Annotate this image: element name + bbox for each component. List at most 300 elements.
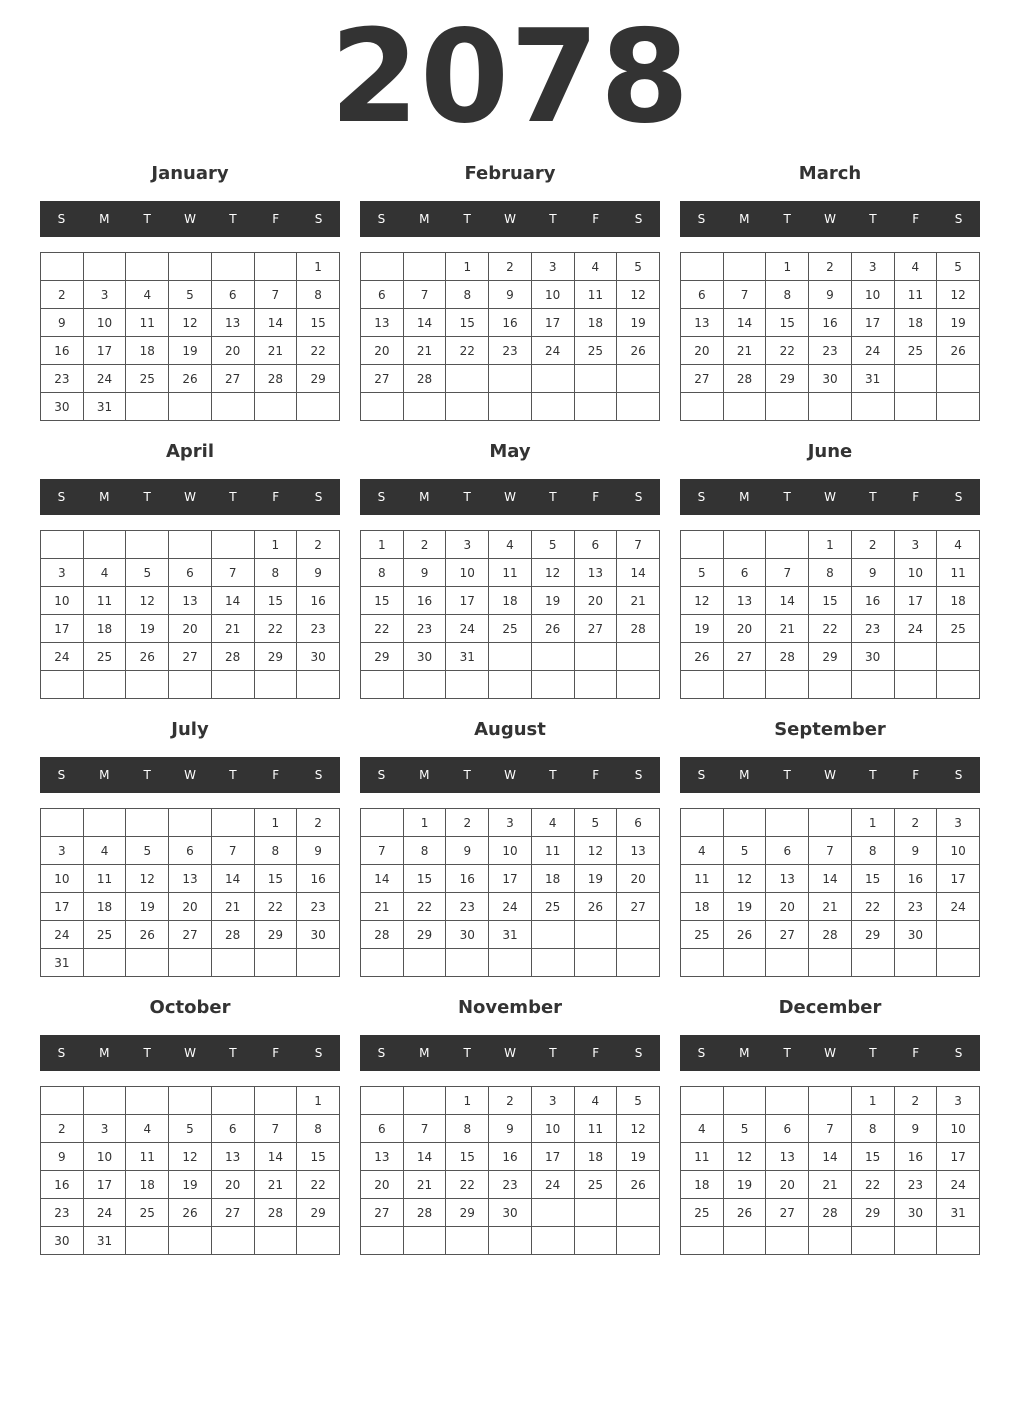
weekday-label: F xyxy=(592,212,600,226)
day-cell: 3 xyxy=(83,281,126,309)
week-row xyxy=(361,337,660,365)
day-cell xyxy=(766,1227,809,1255)
week-row xyxy=(681,337,980,365)
day-cell xyxy=(723,809,766,837)
day-cell: 26 xyxy=(617,337,660,365)
day-cell: 30 xyxy=(41,393,84,421)
week-row xyxy=(681,393,980,421)
month-name: August xyxy=(474,719,546,740)
week-row xyxy=(361,837,660,865)
day-cell xyxy=(446,671,489,699)
weekday-label: T xyxy=(463,490,471,504)
day-cell: 16 xyxy=(297,865,340,893)
day-cell: 12 xyxy=(169,309,212,337)
day-cell xyxy=(574,921,617,949)
day-cell xyxy=(211,1087,254,1115)
weekday-label: F xyxy=(592,1046,600,1060)
day-cell xyxy=(169,393,212,421)
day-cell: 31 xyxy=(41,949,84,977)
day-cell: 27 xyxy=(169,921,212,949)
day-cell: 24 xyxy=(41,643,84,671)
day-cell xyxy=(41,531,84,559)
day-cell xyxy=(723,671,766,699)
day-cell: 6 xyxy=(169,837,212,865)
day-cell xyxy=(297,393,340,421)
day-cell: 23 xyxy=(809,337,852,365)
day-cell xyxy=(211,1227,254,1255)
day-cell: 14 xyxy=(766,587,809,615)
day-cell: 10 xyxy=(851,281,894,309)
weekday-label: S xyxy=(377,768,386,782)
day-cell: 16 xyxy=(297,587,340,615)
day-cell xyxy=(169,1087,212,1115)
day-cell: 8 xyxy=(766,281,809,309)
day-cell: 9 xyxy=(894,1115,937,1143)
weekday-label: S xyxy=(57,1046,66,1060)
day-grid xyxy=(680,530,980,699)
day-cell: 10 xyxy=(531,1115,574,1143)
day-cell: 16 xyxy=(489,309,532,337)
day-cell: 16 xyxy=(403,587,446,615)
day-cell xyxy=(83,253,126,281)
day-cell xyxy=(446,1227,489,1255)
week-row xyxy=(361,809,660,837)
day-cell: 22 xyxy=(254,893,297,921)
day-cell: 27 xyxy=(211,1199,254,1227)
day-cell: 8 xyxy=(851,1115,894,1143)
day-grid xyxy=(360,808,660,977)
day-cell: 8 xyxy=(809,559,852,587)
day-cell: 7 xyxy=(254,281,297,309)
day-grid xyxy=(680,252,980,421)
month-november xyxy=(360,994,660,1254)
day-cell: 13 xyxy=(361,1143,404,1171)
weekday-label: F xyxy=(912,768,920,782)
day-cell: 6 xyxy=(574,531,617,559)
day-cell: 30 xyxy=(851,643,894,671)
day-cell xyxy=(211,949,254,977)
day-cell xyxy=(361,671,404,699)
day-cell xyxy=(211,531,254,559)
day-cell: 24 xyxy=(446,615,489,643)
day-cell xyxy=(211,393,254,421)
weekday-header xyxy=(40,1035,340,1071)
day-cell xyxy=(211,809,254,837)
weekday-label: W xyxy=(184,768,196,782)
day-cell: 29 xyxy=(361,643,404,671)
day-cell: 21 xyxy=(617,587,660,615)
weekday-label: S xyxy=(314,1046,323,1060)
day-cell: 30 xyxy=(297,921,340,949)
day-cell: 19 xyxy=(937,309,980,337)
day-cell xyxy=(169,949,212,977)
day-cell: 4 xyxy=(681,837,724,865)
day-cell: 1 xyxy=(297,253,340,281)
day-cell xyxy=(361,949,404,977)
week-row xyxy=(361,587,660,615)
day-cell: 15 xyxy=(446,1143,489,1171)
day-cell: 25 xyxy=(681,921,724,949)
week-row xyxy=(361,559,660,587)
day-cell: 15 xyxy=(851,865,894,893)
day-cell: 15 xyxy=(446,309,489,337)
weekday-label: M xyxy=(419,490,430,504)
day-cell: 12 xyxy=(723,1143,766,1171)
week-row xyxy=(361,615,660,643)
day-cell: 17 xyxy=(937,865,980,893)
weekday-label: S xyxy=(57,490,66,504)
day-cell: 20 xyxy=(211,1171,254,1199)
day-cell xyxy=(297,949,340,977)
week-row xyxy=(681,921,980,949)
week-row xyxy=(681,365,980,393)
day-cell xyxy=(851,1227,894,1255)
week-row xyxy=(361,949,660,977)
day-cell xyxy=(211,671,254,699)
week-row xyxy=(681,837,980,865)
day-cell: 11 xyxy=(574,281,617,309)
day-grid xyxy=(40,530,340,699)
weekday-label: S xyxy=(377,1046,386,1060)
day-cell: 20 xyxy=(361,337,404,365)
day-cell xyxy=(489,949,532,977)
week-row xyxy=(681,587,980,615)
day-cell xyxy=(681,393,724,421)
weekday-header xyxy=(680,1035,980,1071)
day-cell: 20 xyxy=(169,615,212,643)
day-cell: 28 xyxy=(809,1199,852,1227)
day-cell xyxy=(617,643,660,671)
day-cell: 10 xyxy=(531,281,574,309)
day-cell xyxy=(83,531,126,559)
weekday-label: T xyxy=(869,212,877,226)
day-cell: 9 xyxy=(489,1115,532,1143)
week-row xyxy=(361,281,660,309)
day-cell: 10 xyxy=(41,865,84,893)
day-cell: 21 xyxy=(809,893,852,921)
day-cell: 16 xyxy=(41,1171,84,1199)
day-cell xyxy=(937,921,980,949)
day-cell: 22 xyxy=(766,337,809,365)
day-cell: 1 xyxy=(254,531,297,559)
day-cell: 14 xyxy=(254,1143,297,1171)
day-cell: 5 xyxy=(681,559,724,587)
day-cell: 2 xyxy=(41,281,84,309)
day-cell: 19 xyxy=(169,337,212,365)
day-cell xyxy=(254,949,297,977)
week-row xyxy=(41,893,340,921)
day-cell: 14 xyxy=(211,587,254,615)
day-cell: 24 xyxy=(851,337,894,365)
month-name: April xyxy=(165,441,215,462)
weekday-label: F xyxy=(912,490,920,504)
day-cell xyxy=(83,949,126,977)
weekday-label: W xyxy=(824,768,836,782)
day-cell: 29 xyxy=(403,921,446,949)
day-cell: 29 xyxy=(809,643,852,671)
day-cell: 23 xyxy=(297,615,340,643)
day-cell: 15 xyxy=(297,1143,340,1171)
day-cell: 7 xyxy=(617,531,660,559)
week-row xyxy=(41,949,340,977)
day-cell xyxy=(937,671,980,699)
day-cell: 25 xyxy=(126,365,169,393)
day-cell: 29 xyxy=(851,921,894,949)
day-cell: 12 xyxy=(126,865,169,893)
week-row xyxy=(681,1143,980,1171)
day-cell: 13 xyxy=(766,1143,809,1171)
weekday-label: T xyxy=(783,212,791,226)
month-september xyxy=(680,716,980,976)
weekday-label: M xyxy=(739,212,750,226)
day-cell xyxy=(937,365,980,393)
day-cell: 30 xyxy=(41,1227,84,1255)
day-cell: 19 xyxy=(617,1143,660,1171)
day-cell: 1 xyxy=(254,809,297,837)
day-cell: 16 xyxy=(489,1143,532,1171)
day-cell: 25 xyxy=(574,337,617,365)
day-cell: 14 xyxy=(617,559,660,587)
weekday-label: T xyxy=(549,490,557,504)
day-cell: 21 xyxy=(723,337,766,365)
day-cell xyxy=(574,1199,617,1227)
day-cell: 28 xyxy=(809,921,852,949)
day-cell xyxy=(574,949,617,977)
day-cell: 2 xyxy=(851,531,894,559)
weekday-label: T xyxy=(143,490,151,504)
weekday-label: S xyxy=(314,212,323,226)
day-cell: 12 xyxy=(937,281,980,309)
day-cell: 11 xyxy=(937,559,980,587)
day-cell: 17 xyxy=(851,309,894,337)
day-cell: 23 xyxy=(851,615,894,643)
day-cell: 7 xyxy=(723,281,766,309)
day-cell: 2 xyxy=(41,1115,84,1143)
week-row xyxy=(41,1087,340,1115)
day-cell: 30 xyxy=(489,1199,532,1227)
day-cell: 20 xyxy=(723,615,766,643)
day-cell: 13 xyxy=(361,309,404,337)
weekday-label: M xyxy=(739,768,750,782)
day-cell: 24 xyxy=(41,921,84,949)
day-cell: 8 xyxy=(446,1115,489,1143)
week-row xyxy=(41,337,340,365)
day-cell: 5 xyxy=(617,253,660,281)
day-cell: 23 xyxy=(894,1171,937,1199)
day-cell xyxy=(681,671,724,699)
day-grid xyxy=(360,1086,660,1255)
day-cell: 18 xyxy=(574,1143,617,1171)
weekday-header xyxy=(680,757,980,793)
day-cell xyxy=(83,1087,126,1115)
month-july xyxy=(40,716,340,976)
day-cell: 24 xyxy=(937,1171,980,1199)
month-name: February xyxy=(464,163,556,184)
day-cell xyxy=(489,365,532,393)
weekday-label: S xyxy=(697,490,706,504)
day-cell: 15 xyxy=(403,865,446,893)
day-cell: 9 xyxy=(489,281,532,309)
day-cell xyxy=(489,643,532,671)
week-row xyxy=(41,1143,340,1171)
weekday-header xyxy=(680,201,980,237)
day-cell: 7 xyxy=(211,559,254,587)
day-cell: 17 xyxy=(894,587,937,615)
day-cell: 25 xyxy=(489,615,532,643)
day-cell: 31 xyxy=(489,921,532,949)
day-cell: 26 xyxy=(681,643,724,671)
weekday-label: F xyxy=(272,768,280,782)
day-cell: 6 xyxy=(766,1115,809,1143)
day-cell xyxy=(531,1199,574,1227)
weekday-label: S xyxy=(697,212,706,226)
day-cell: 1 xyxy=(851,809,894,837)
weekday-label: W xyxy=(504,212,516,226)
day-cell: 10 xyxy=(83,1143,126,1171)
day-cell: 15 xyxy=(809,587,852,615)
week-row xyxy=(361,671,660,699)
day-cell xyxy=(937,393,980,421)
week-row xyxy=(41,837,340,865)
week-row xyxy=(41,1171,340,1199)
weekday-label: T xyxy=(229,212,237,226)
day-cell: 5 xyxy=(617,1087,660,1115)
day-cell: 1 xyxy=(446,1087,489,1115)
day-cell: 5 xyxy=(723,837,766,865)
day-cell xyxy=(403,1087,446,1115)
day-cell xyxy=(681,949,724,977)
weekday-label: M xyxy=(739,490,750,504)
day-cell: 20 xyxy=(681,337,724,365)
day-cell: 25 xyxy=(83,643,126,671)
month-march xyxy=(680,160,980,420)
day-cell xyxy=(574,1227,617,1255)
weekday-label: S xyxy=(57,768,66,782)
weekday-label: S xyxy=(697,1046,706,1060)
day-cell: 31 xyxy=(83,1227,126,1255)
day-cell xyxy=(169,531,212,559)
week-row xyxy=(681,615,980,643)
weekday-label: T xyxy=(783,490,791,504)
day-cell: 3 xyxy=(489,809,532,837)
day-cell: 27 xyxy=(723,643,766,671)
day-cell: 11 xyxy=(681,1143,724,1171)
day-cell: 6 xyxy=(169,559,212,587)
week-row xyxy=(681,865,980,893)
day-cell: 29 xyxy=(446,1199,489,1227)
weekday-label: S xyxy=(377,212,386,226)
weekday-label: F xyxy=(272,1046,280,1060)
day-cell: 1 xyxy=(403,809,446,837)
week-row xyxy=(681,253,980,281)
day-cell: 23 xyxy=(489,1171,532,1199)
day-cell: 15 xyxy=(297,309,340,337)
day-cell: 26 xyxy=(126,921,169,949)
day-cell: 20 xyxy=(361,1171,404,1199)
weekday-label: T xyxy=(549,212,557,226)
day-cell: 13 xyxy=(766,865,809,893)
day-cell xyxy=(531,1227,574,1255)
week-row xyxy=(41,393,340,421)
day-cell: 23 xyxy=(41,365,84,393)
day-grid xyxy=(40,252,340,421)
week-row xyxy=(681,559,980,587)
day-cell xyxy=(894,1227,937,1255)
day-cell: 31 xyxy=(446,643,489,671)
day-cell xyxy=(83,671,126,699)
day-cell: 9 xyxy=(809,281,852,309)
day-cell xyxy=(446,393,489,421)
weekday-label: M xyxy=(419,1046,430,1060)
day-cell: 30 xyxy=(403,643,446,671)
day-cell: 28 xyxy=(617,615,660,643)
weekday-label: T xyxy=(463,212,471,226)
day-cell: 25 xyxy=(83,921,126,949)
day-cell: 25 xyxy=(531,893,574,921)
day-cell: 27 xyxy=(211,365,254,393)
day-grid xyxy=(40,808,340,977)
day-cell: 15 xyxy=(361,587,404,615)
day-cell xyxy=(574,365,617,393)
day-cell: 18 xyxy=(83,893,126,921)
day-cell xyxy=(361,1227,404,1255)
weekday-label: T xyxy=(869,1046,877,1060)
day-cell xyxy=(617,949,660,977)
day-cell: 18 xyxy=(681,893,724,921)
weekday-header xyxy=(360,1035,660,1071)
day-cell: 3 xyxy=(41,837,84,865)
day-cell xyxy=(531,671,574,699)
day-cell: 8 xyxy=(254,837,297,865)
day-cell: 3 xyxy=(83,1115,126,1143)
weekday-label: S xyxy=(954,490,963,504)
day-cell: 27 xyxy=(361,365,404,393)
day-cell xyxy=(211,253,254,281)
day-cell: 21 xyxy=(361,893,404,921)
week-row xyxy=(361,1143,660,1171)
day-cell: 15 xyxy=(254,865,297,893)
month-june xyxy=(680,438,980,698)
day-cell: 18 xyxy=(894,309,937,337)
day-cell: 25 xyxy=(681,1199,724,1227)
day-cell: 8 xyxy=(361,559,404,587)
day-cell: 1 xyxy=(809,531,852,559)
day-cell xyxy=(723,1227,766,1255)
day-cell xyxy=(766,949,809,977)
day-cell: 7 xyxy=(211,837,254,865)
day-cell xyxy=(531,365,574,393)
day-cell: 2 xyxy=(489,253,532,281)
day-cell: 25 xyxy=(574,1171,617,1199)
weekday-label: M xyxy=(419,768,430,782)
day-cell: 15 xyxy=(254,587,297,615)
weekday-label: S xyxy=(954,1046,963,1060)
weekday-label: M xyxy=(99,1046,110,1060)
day-cell: 9 xyxy=(297,837,340,865)
week-row xyxy=(41,587,340,615)
day-cell: 11 xyxy=(126,309,169,337)
day-cell: 21 xyxy=(254,1171,297,1199)
day-cell: 12 xyxy=(617,1115,660,1143)
day-cell: 27 xyxy=(361,1199,404,1227)
day-cell: 18 xyxy=(574,309,617,337)
day-cell: 17 xyxy=(937,1143,980,1171)
day-cell: 7 xyxy=(809,837,852,865)
day-cell: 12 xyxy=(681,587,724,615)
month-name: October xyxy=(149,997,231,1018)
week-row xyxy=(41,809,340,837)
day-cell: 8 xyxy=(297,1115,340,1143)
